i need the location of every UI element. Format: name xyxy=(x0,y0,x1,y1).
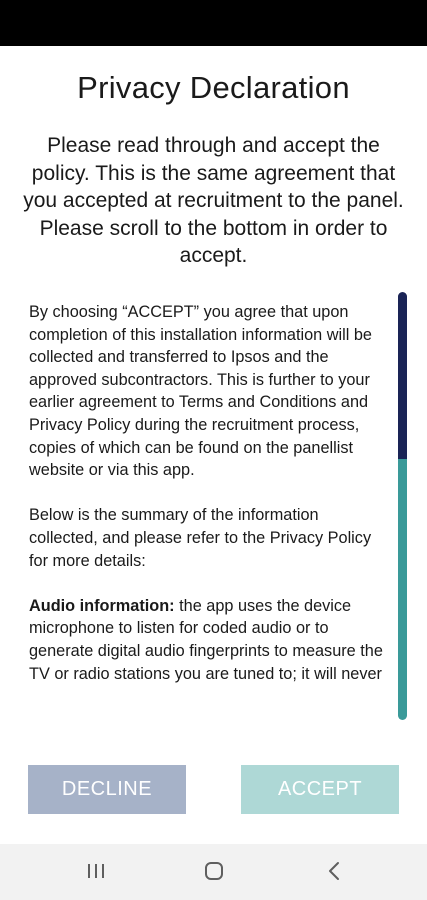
policy-scroll-area[interactable] xyxy=(29,301,391,721)
scrollbar-track xyxy=(398,459,407,720)
policy-paragraph: By choosing “ACCEPT” you agree that upon completion of this installation information will be collected and transferred to Ipsos and the approved subcontractors. This is further to your earlier agreement to Terms and Conditions and Privacy Policy during the recruitment process, copies of which can be found on the panellist website or via this app. xyxy=(29,303,372,480)
audio-information-label: Audio information: xyxy=(29,596,175,615)
navigation-bar xyxy=(0,844,427,900)
back-icon[interactable] xyxy=(325,860,345,882)
home-icon[interactable] xyxy=(203,860,225,882)
accept-button[interactable]: ACCEPT xyxy=(241,765,399,814)
page-title: Privacy Declaration xyxy=(77,70,350,105)
status-bar xyxy=(0,0,427,46)
policy-paragraph-audio xyxy=(29,595,391,685)
policy-paragraph: Below is the summary of the information collected, and please refer to the Privacy Policy for more details: xyxy=(29,506,372,570)
scrollbar[interactable] xyxy=(398,292,407,720)
instructions-text: Please read through and accept the policy. This is the same agreement that you accepted at recruitment to the panel. Please scroll to the bottom in order to accept. xyxy=(23,134,404,267)
recent-apps-icon[interactable] xyxy=(86,860,106,882)
decline-button[interactable]: DECLINE xyxy=(28,765,186,814)
scrollbar-thumb[interactable] xyxy=(398,292,407,459)
audio-information-text: the app uses the device microphone to listen for coded audio or to generate digital audio fingerprints to measure the TV or radio stations you are tuned to; it will never xyxy=(29,596,383,683)
